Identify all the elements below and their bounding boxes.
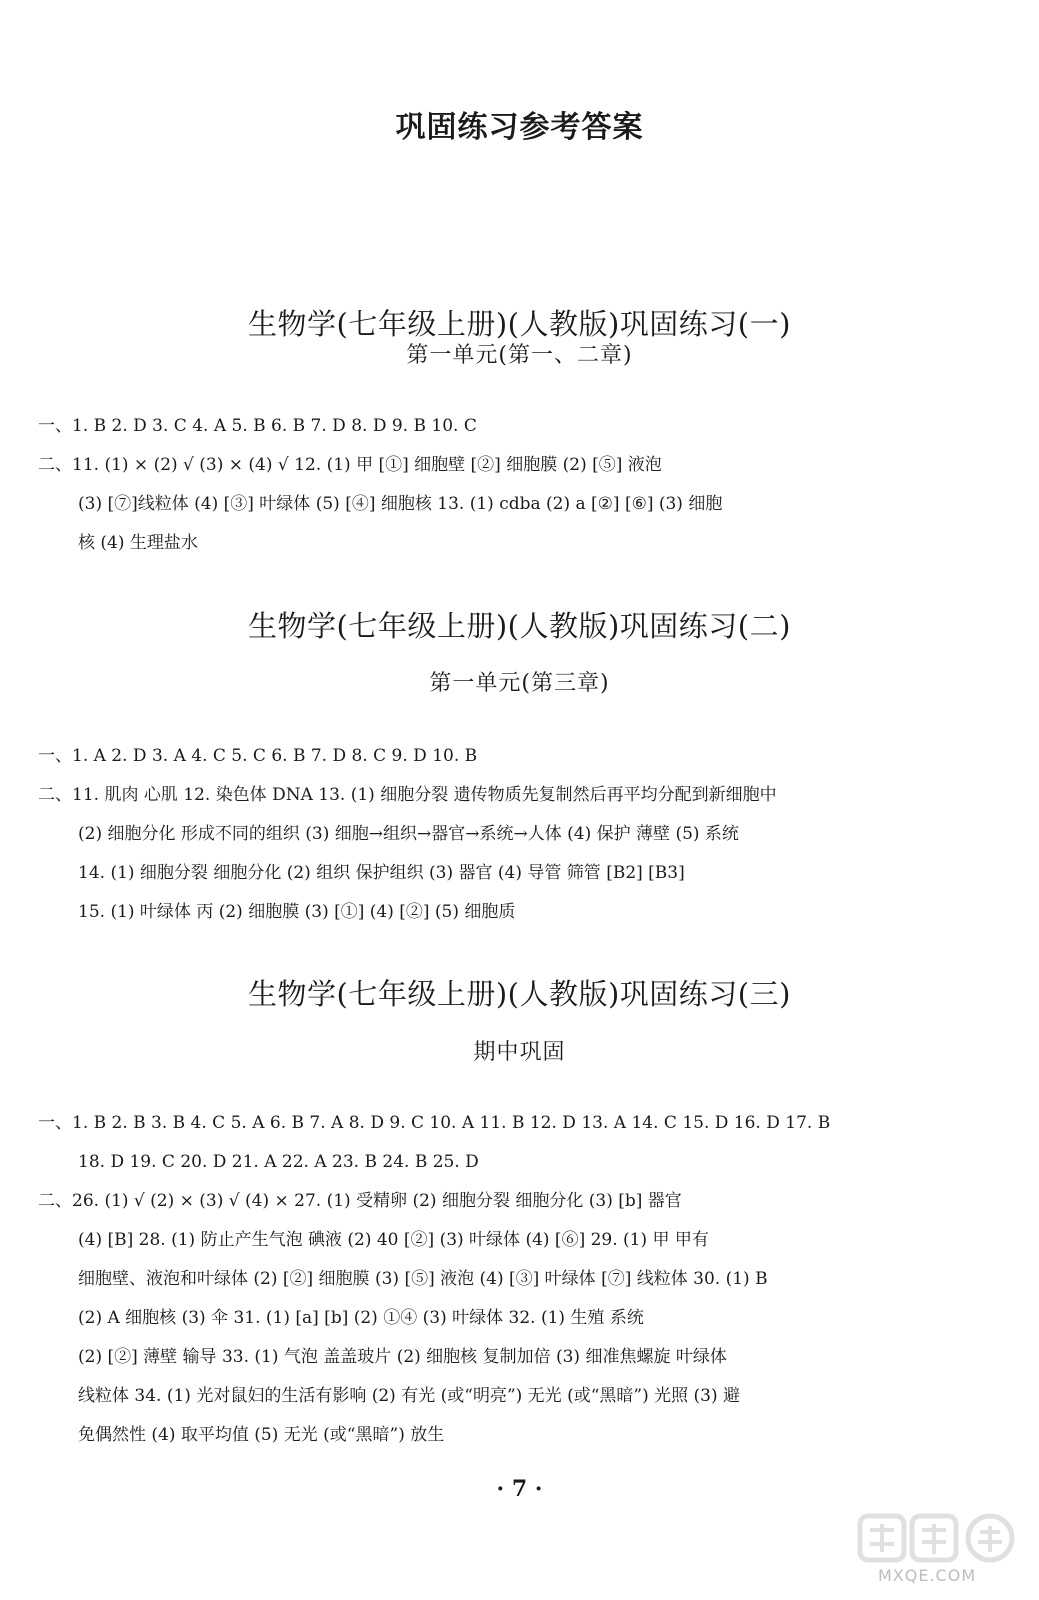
section-2-subtitle: 第一单元(第三章) bbox=[429, 671, 610, 696]
answer-line: 18. D 19. C 20. D 21. A 22. A 23. B 24. B 25. D bbox=[78, 1152, 479, 1172]
section-3-title: 生物学(七年级上册)(人教版)巩固练习(三) bbox=[248, 977, 791, 1011]
section-1-subtitle: 第一单元(第一、二章) bbox=[406, 343, 633, 368]
answer-line: 二、11. 肌肉 心肌 12. 染色体 DNA 13. (1) 细胞分裂 遗传物质先复制然后再平均分配到新细胞中 bbox=[38, 785, 777, 805]
answer-line: 二、11. (1) × (2) √ (3) × (4) √ 12. (1) 甲 [①] 细胞壁 [②] 细胞膜 (2) [⑤] 液泡 bbox=[38, 455, 662, 475]
answer-line: 免偶然性 (4) 取平均值 (5) 无光 (或“黑暗”) 放生 bbox=[78, 1425, 445, 1445]
answer-line: 二、26. (1) √ (2) × (3) √ (4) × 27. (1) 受精卵 (2) 细胞分裂 细胞分化 (3) [b] 器官 bbox=[38, 1191, 682, 1211]
watermark-text: MXQE.COM bbox=[878, 1566, 977, 1585]
section-1-answers bbox=[38, 407, 1008, 563]
page-title: 巩固练习参考答案 bbox=[395, 110, 644, 145]
answer-line: (4) [B] 28. (1) 防止产生气泡 碘液 (2) 40 [②] (3) 叶绿体 (4) [⑥] 29. (1) 甲 甲有 bbox=[78, 1230, 709, 1250]
page-number: · 7 · bbox=[496, 1476, 543, 1502]
answer-line: 一、1. B 2. B 3. B 4. C 5. A 6. B 7. A 8. D 9. C 10. A 11. B 12. D 13. A 14. C 15. D 16. D 17. B bbox=[38, 1113, 831, 1133]
answer-line: 核 (4) 生理盐水 bbox=[78, 533, 198, 553]
section-3-answers bbox=[38, 1104, 1008, 1455]
answer-line: (3) [⑦]线粒体 (4) [③] 叶绿体 (5) [④] 细胞核 13. (1) cdba (2) a [②] [⑥] (3) 细胞 bbox=[78, 494, 723, 514]
answer-line: 细胞壁、液泡和叶绿体 (2) [②] 细胞膜 (3) [⑤] 液泡 (4) [③] 叶绿体 [⑦] 线粒体 30. (1) B bbox=[78, 1269, 768, 1289]
answer-line: 14. (1) 细胞分裂 细胞分化 (2) 组织 保护组织 (3) 器官 (4) 导管 筛管 [B2] [B3] bbox=[78, 863, 685, 883]
section-2-title: 生物学(七年级上册)(人教版)巩固练习(二) bbox=[248, 609, 791, 643]
answer-line: (2) A 细胞核 (3) 伞 31. (1) [a] [b] (2) ①④ (3) 叶绿体 32. (1) 生殖 系统 bbox=[78, 1308, 644, 1328]
answer-line: (2) [②] 薄壁 输导 33. (1) 气泡 盖盖玻片 (2) 细胞核 复制加倍 (3) 细准焦螺旋 叶绿体 bbox=[78, 1347, 727, 1367]
section-2-answers bbox=[38, 737, 1008, 932]
answer-line: 线粒体 34. (1) 光对鼠妇的生活有影响 (2) 有光 (或“明亮”) 无光 (或“黑暗”) 光照 (3) 避 bbox=[78, 1386, 741, 1406]
answer-line: 15. (1) 叶绿体 丙 (2) 细胞膜 (3) [①] (4) [②] (5) 细胞质 bbox=[78, 902, 516, 922]
section-3-subtitle: 期中巩固 bbox=[473, 1040, 566, 1065]
answer-line: (2) 细胞分化 形成不同的组织 (3) 细胞→组织→器官→系统→人体 (4) 保护 薄壁 (5) 系统 bbox=[78, 824, 739, 844]
answer-line: 一、1. A 2. D 3. A 4. C 5. C 6. B 7. D 8. C 9. D 10. B bbox=[38, 746, 478, 766]
answer-line: 一、1. B 2. D 3. C 4. A 5. B 6. B 7. D 8. D 9. B 10. C bbox=[38, 416, 477, 436]
section-1-title: 生物学(七年级上册)(人教版)巩固练习(一) bbox=[248, 307, 791, 341]
